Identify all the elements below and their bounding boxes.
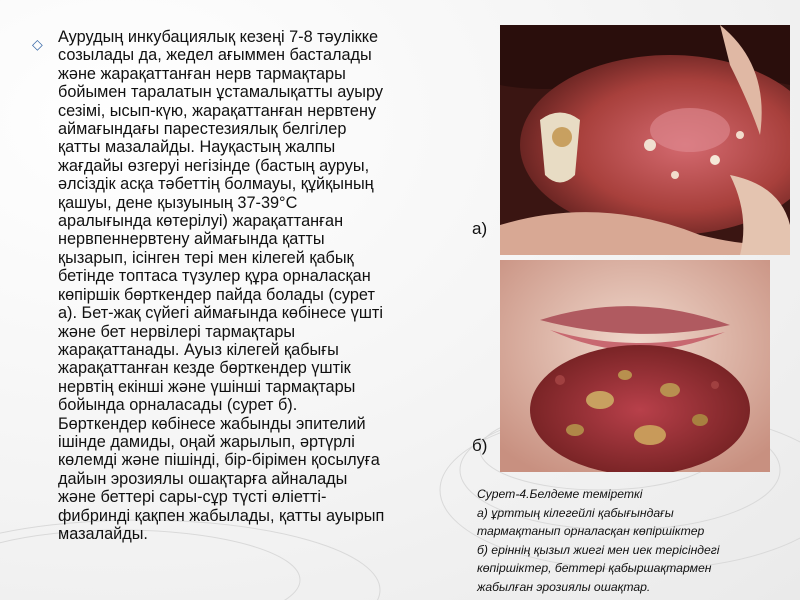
photo-buccal-mucosa-lesions (500, 25, 790, 255)
main-paragraph: Аурудың инкубациялық кезеңі 7-8 тәулікке созылады да, жедел ағыммен басталады және жарақаттанған нерв тармақтары бойымен таралатын ұстамалықатты ауыру сезімі, ысып-күю, жарақаттанған нервтену аймағындағы парестезиялық белгілер қатты мазалайды. Науқастың жалпы жағдайы өзгеруі негізінде (бастың ауруы, әлсіздік асқа тәбеттің болмауы, құйқының қашуы, дене қызуының 37-39°С аралығында көтерілуі) жарақаттанған нервпеннервтену аймағында қатты қызарып, ісінген тері мен кілегей қабық бетінде топтаса түзулер құра орналасқан көпіршік бөрткендер пайда болады (сурет а). Бет-жақ сүйегі аймағында көбінесе үшті және бет нервілері тармақтары жарақаттанады. Ауыз кілегей қабығы жарақаттанған кезде бөрткендер үштік нервтің екінші және үшінші тармақтары бойында орналасады (сурет б). Бөрткендер көбінесе жабынды эпителий ішінде дамиды, оңай жарылып, әртүрлі көлемді және пішінді, бір-бірімен қосылуға дайын эрозиялы ошақтарға айналады және беттері сары-сұр түсті өліетті- фибринді қақпен жабылады, қатты ауырып мазалайды. (58, 28, 385, 543)
figure-caption (477, 485, 797, 597)
caption-line: жабылған эрозиялы ошақтар. (477, 579, 651, 594)
caption-line: Сурет-4.Белдеме теміреткі (477, 487, 643, 501)
diamond-bullet-icon: ◇ (32, 36, 43, 52)
caption-line: көпіршіктер, беттері қабыршақтармен (477, 561, 712, 576)
photo-b-label: б) (472, 436, 488, 455)
photo-a-label: а) (472, 219, 488, 238)
photo-chin-lip-lesions (500, 260, 770, 472)
caption-line: тармақтанып орналасқан көпіршіктер (477, 524, 705, 539)
caption-line: б) еріннің қызыл жиегі мен иек терісіндегі (477, 542, 720, 557)
caption-line: а) ұрттың кілегейлі қабығындағы (477, 505, 674, 520)
